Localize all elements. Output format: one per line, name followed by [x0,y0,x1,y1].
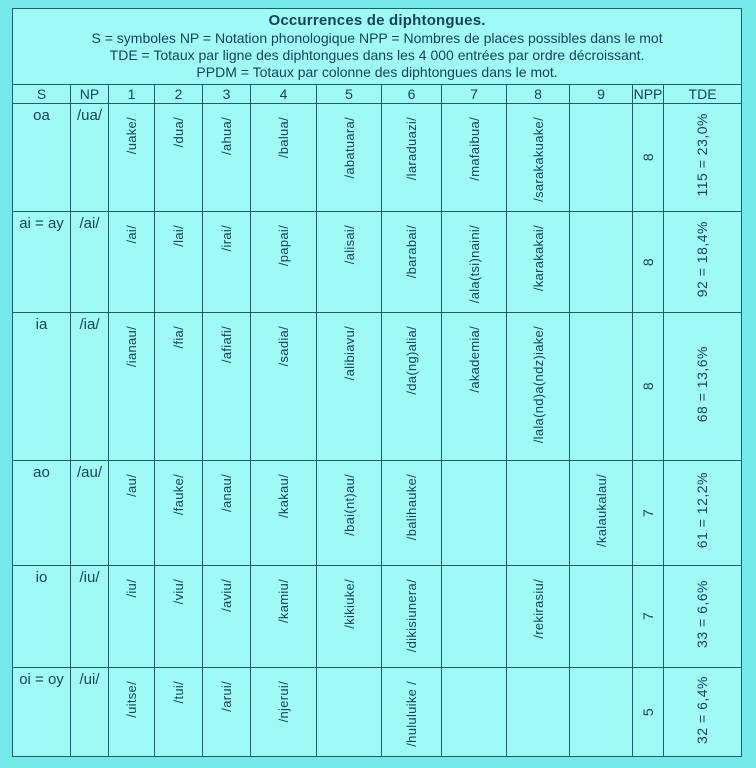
cell-pos9 [570,212,633,313]
cell-notation: /ui/ [71,668,109,757]
col-header-3: 3 [203,85,251,104]
cell-pos7 [442,566,507,668]
cell-tde: 32 = 6,4% [664,668,742,757]
cell-pos9 [570,668,633,757]
cell-pos4: /sadia/ [251,313,317,461]
cell-pos3: /anau/ [203,461,251,566]
cell-notation: /ai/ [71,212,109,313]
cell-pos9 [570,313,633,461]
legend-line-1: S = symboles NP = Notation phonologique NPP = Nombres de places possibles dans le mot [91,30,663,46]
cell-pos4: /balua/ [251,104,317,212]
cell-pos7: /mafaibua/ [442,104,507,212]
cell-pos1: /ai/ [109,212,155,313]
cell-pos6: /balihauke/ [382,461,442,566]
cell-npp: 8 [633,212,664,313]
table-row-oa [13,104,742,212]
cell-pos5 [317,668,382,757]
cell-pos7 [442,668,507,757]
cell-npp: 7 [633,461,664,566]
diphthong-table [12,8,742,757]
table-row-ao [13,461,742,566]
cell-pos9: /kalaukalau/ [570,461,633,566]
cell-symbol: ai = ay [13,212,71,313]
cell-npp: 7 [633,566,664,668]
cell-pos7 [442,461,507,566]
cell-tde: 61 = 12,2% [664,461,742,566]
cell-pos5: /kikiuke/ [317,566,382,668]
cell-pos8: /karakakai/ [507,212,570,313]
cell-notation: /ia/ [71,313,109,461]
cell-tde: 92 = 18,4% [664,212,742,313]
cell-notation: /iu/ [71,566,109,668]
cell-tde: 33 = 6,6% [664,566,742,668]
cell-pos2: /tui/ [155,668,203,757]
table-row-ia [13,313,742,461]
cell-pos4: /kakau/ [251,461,317,566]
col-header-2: 2 [155,85,203,104]
cell-pos8 [507,461,570,566]
col-header-np: NP [71,85,109,104]
cell-notation: /au/ [71,461,109,566]
col-header-9: 9 [570,85,633,104]
col-header-8: 8 [507,85,570,104]
col-header-1: 1 [109,85,155,104]
cell-pos1: /uake/ [109,104,155,212]
cell-pos7: /ala(tsi)naini/ [442,212,507,313]
col-header-npp: NPP [633,86,663,102]
cell-npp: 5 [633,668,664,757]
cell-symbol: io [13,566,71,668]
cell-pos6: /barabai/ [382,212,442,313]
cell-pos9 [570,566,633,668]
cell-pos3: /arui/ [203,668,251,757]
cell-pos2: /lai/ [155,212,203,313]
legend-line-2: TDE = Totaux par ligne des diphtongues dans les 4 000 entrées par ordre décroissant. [109,47,645,63]
cell-pos2: /dua/ [155,104,203,212]
column-header-row [13,85,742,104]
title-row [13,9,742,85]
col-header-7: 7 [442,85,507,104]
cell-pos5: /bai(nt)au/ [317,461,382,566]
cell-notation: /ua/ [71,104,109,212]
col-header-s: S [13,85,71,104]
col-header-tde: TDE [664,85,742,104]
cell-pos4: /papai/ [251,212,317,313]
cell-pos2: /fauke/ [155,461,203,566]
cell-pos5: /abatuara/ [317,104,382,212]
cell-pos3: /ahua/ [203,104,251,212]
cell-pos6: /hululuike / [382,668,442,757]
cell-pos7: /akademia/ [442,313,507,461]
cell-symbol: oa [13,104,71,212]
page-title: Occurrences de diphtongues. [268,12,486,29]
cell-pos4: /njerui/ [251,668,317,757]
cell-pos3: /afiafi/ [203,313,251,461]
legend-line-3: PPDM = Totaux par colonne des diphtongues dans le mot. [196,64,558,80]
cell-pos8: /rekirasiu/ [507,566,570,668]
cell-pos6: /laraduazi/ [382,104,442,212]
cell-npp: 8 [633,104,664,212]
cell-pos8: /lala(nd)a(ndz)iake/ [507,313,570,461]
col-header-5: 5 [317,85,382,104]
cell-pos1: /ianau/ [109,313,155,461]
cell-pos6: /da(ng)alia/ [382,313,442,461]
cell-pos5: /alisai/ [317,212,382,313]
scanned-table-sheet [12,8,742,757]
cell-pos3: /irai/ [203,212,251,313]
cell-pos9 [570,104,633,212]
cell-pos6: /dikisiunera/ [382,566,442,668]
cell-pos8 [507,668,570,757]
table-row-oi [13,668,742,757]
cell-pos1: /uitse/ [109,668,155,757]
cell-pos2: /viu/ [155,566,203,668]
col-header-4: 4 [251,85,317,104]
cell-pos5: /alibiavu/ [317,313,382,461]
cell-tde: 68 = 13,6% [664,313,742,461]
cell-pos1: /iu/ [109,566,155,668]
cell-tde: 115 = 23,0% [664,104,742,212]
table-row-io [13,566,742,668]
cell-symbol: oi = oy [13,668,71,757]
table-row-ai [13,212,742,313]
table-title-block [13,9,742,85]
cell-npp: 8 [633,313,664,461]
cell-pos1: /au/ [109,461,155,566]
cell-pos8: /sarakakuake/ [507,104,570,212]
cell-pos2: /fia/ [155,313,203,461]
cell-symbol: ia [13,313,71,461]
col-header-6: 6 [382,85,442,104]
cell-symbol: ao [13,461,71,566]
cell-pos3: /aviu/ [203,566,251,668]
cell-pos4: /kamiu/ [251,566,317,668]
